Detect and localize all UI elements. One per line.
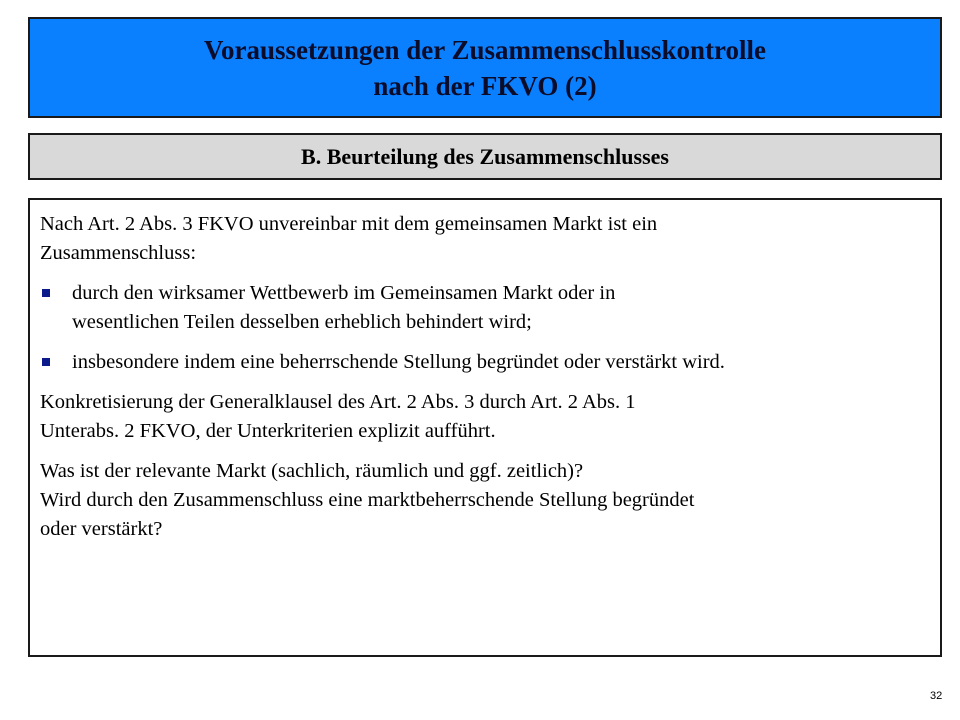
- concretization-paragraph: [40, 388, 932, 446]
- intro-line-2: Zusammenschluss:: [40, 242, 197, 264]
- question-line-2: Wird durch den Zusammenschluss eine marktbeherrschende Stellung begründet: [40, 489, 695, 511]
- bullet-2-line-1: insbesondere indem eine beherrschende Stellung begründet oder verstärkt wird.: [72, 351, 725, 373]
- bullet-item-2: [40, 348, 932, 377]
- section-title: B. Beurteilung des Zusammenschlusses: [301, 143, 669, 169]
- bullet-item-1-text: [72, 279, 615, 337]
- section-header: [28, 133, 942, 180]
- slide-title-line-2: nach der FKVO (2): [373, 70, 597, 101]
- bullet-item-2-text: [72, 348, 725, 377]
- bullet-1-line-2: wesentlichen Teilen desselben erheblich behindert wird;: [72, 311, 532, 333]
- page-number: 32: [930, 690, 943, 702]
- questions-paragraph: [40, 457, 932, 544]
- question-line-1: Was ist der relevante Markt (sachlich, räumlich und ggf. zeitlich)?: [40, 460, 584, 482]
- question-line-3: oder verstärkt?: [40, 518, 163, 540]
- content-panel: [28, 198, 942, 657]
- intro-line-1: Nach Art. 2 Abs. 3 FKVO unvereinbar mit dem gemeinsamen Markt ist ein: [40, 213, 658, 235]
- concretization-line-2: Unterabs. 2 FKVO, der Unterkriterien explizit aufführt.: [40, 420, 496, 442]
- intro-paragraph: [40, 210, 932, 268]
- bullet-1-line-1: durch den wirksamer Wettbewerb im Gemeinsamen Markt oder in: [72, 282, 616, 304]
- square-bullet-icon: [42, 289, 50, 297]
- concretization-line-1: Konkretisierung der Generalklausel des Art. 2 Abs. 3 durch Art. 2 Abs. 1: [40, 391, 636, 413]
- square-bullet-icon: [42, 358, 50, 366]
- bullet-item-1: [40, 279, 932, 337]
- slide-title-line-1: Voraussetzungen der Zusammenschlusskontrolle: [203, 34, 767, 65]
- slide-title-banner: [28, 17, 942, 118]
